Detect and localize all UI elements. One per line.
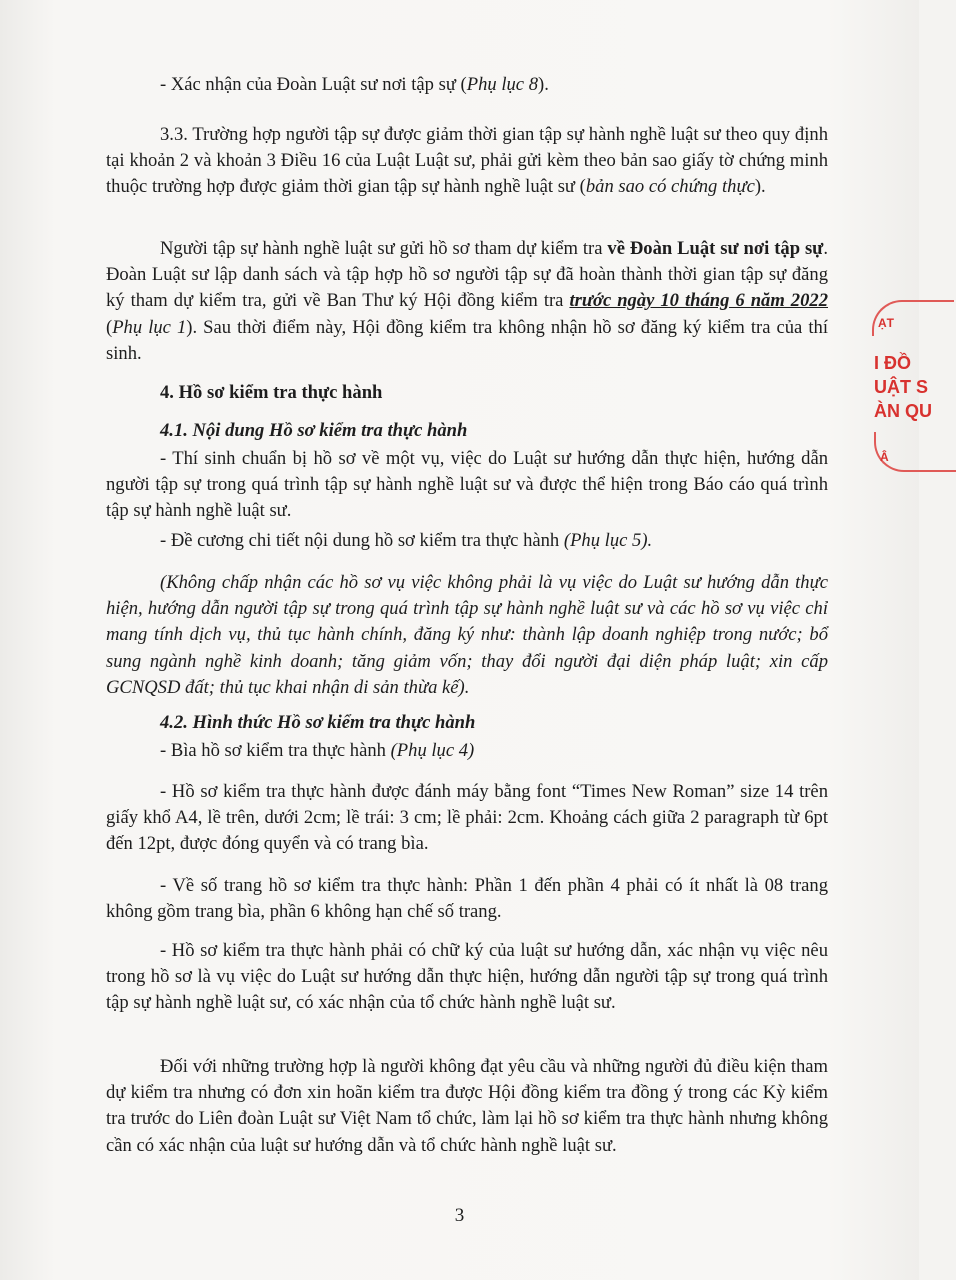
paragraph-4-2-pages: - Về số trang hồ sơ kiểm tra thực hành: Phần 1 đến phần 4 phải có ít nhất là 08 trang không gồm trang bìa, phần 6 không hạn chế số trang. — [106, 875, 828, 923]
paragraph-4-1-outline: - Đề cương chi tiết nội dung hồ sơ kiểm tra thực hành (Phụ lục 5). — [160, 530, 653, 551]
paragraph-4-2-cover: - Bìa hồ sơ kiểm tra thực hành (Phụ lục 4) — [160, 740, 475, 761]
red-seal-stamp: ẠT I ĐỒ UẬT S ÀN QU Â — [872, 300, 932, 470]
paragraph-confirmation: - Xác nhận của Đoàn Luật sư nơi tập sự (Phụ lục 8). — [160, 74, 549, 95]
paragraph-4-1-note: (Không chấp nhận các hồ sơ vụ việc không phải là vụ việc do Luật sư hướng dẫn thực hiện, hướng dẫn người tập sự trong quá trình tập sự hành nghề luật sư và các hồ sơ vụ việc chỉ mang tính dịch vụ, thủ tục hành chính, đăng ký như: thành lập doanh nghiệp trong nước; bổ sung ngành nghề kinh doanh; tăng giảm vốn; thay đổi người đại diện pháp luật; xin cấp GCNQSD đất; thủ tục khai nhận di sản thừa kế). — [106, 572, 828, 698]
heading-section-4: 4. Hồ sơ kiểm tra thực hành — [160, 382, 383, 403]
paragraph-4-2-signature: - Hồ sơ kiểm tra thực hành phải có chữ ký của luật sư hướng dẫn, xác nhận vụ việc nêu trong hồ sơ là vụ việc do Luật sư hướng dẫn thực hiện, hướng dẫn người tập sự trong quá trình tập sự hành nghề luật sư, có xác nhận của tổ chức hành nghề luật sư. — [106, 940, 828, 1014]
heading-section-4-2: 4.2. Hình thức Hồ sơ kiểm tra thực hành — [160, 712, 476, 733]
paragraph-retake: Đối với những trường hợp là người không đạt yêu cầu và những người đủ điều kiện tham dự kiểm tra nhưng có đơn xin hoãn kiểm tra được Hội đồng kiểm tra đồng ý trong các Kỳ kiểm tra trước do Liên đoàn Luật sư Việt Nam tổ chức, làm lại hồ sơ kiểm tra thực hành nhưng không cần có xác nhận của luật sư hướng dẫn và tổ chức hành nghề luật sư. — [106, 1056, 828, 1156]
paragraph-submission: Người tập sự hành nghề luật sư gửi hồ sơ tham dự kiểm tra về Đoàn Luật sư nơi tập sự. Đoàn Luật sư lập danh sách và tập hợp hồ sơ người tập sự đã hoàn thành thời gian tập sự đăng ký tham dự kiểm tra, gửi về Ban Thư ký Hội đồng kiểm tra trước ngày 10 tháng 6 năm 2022 (Phụ lục 1). Sau thời điểm này, Hội đồng kiểm tra không nhận hồ sơ đăng ký kiểm tra của thí sinh. — [106, 238, 828, 364]
paragraph-4-2-format: - Hồ sơ kiểm tra thực hành được đánh máy bằng font “Times New Roman” size 14 trên giấy khổ A4, lề trên, dưới 2cm; lề trái: 3 cm; lề phải: 2cm. Khoảng cách giữa 2 paragraph từ 6pt đến 12pt, được đóng quyển và có trang bìa. — [106, 781, 828, 855]
paragraph-3-3: 3.3. Trường hợp người tập sự được giảm thời gian tập sự hành nghề luật sư theo quy định tại khoản 2 và khoản 3 Điều 16 của Luật Luật sư, phải gửi kèm theo bản sao giấy tờ chứng minh thuộc trường hợp được giảm thời gian tập sự hành nghề luật sư (bản sao có chứng thực). — [106, 124, 828, 198]
page-number: 3 — [454, 1205, 465, 1226]
heading-section-4-1: 4.1. Nội dung Hồ sơ kiểm tra thực hành — [160, 420, 468, 441]
paragraph-4-1-content: - Thí sinh chuẩn bị hồ sơ về một vụ, việc do Luật sư hướng dẫn thực hiện, hướng dẫn người tập sự trong quá trình tập sự hành nghề luật sư và được thể hiện trong Báo cáo quá trình tập sự hành nghề luật sư. — [106, 448, 828, 522]
